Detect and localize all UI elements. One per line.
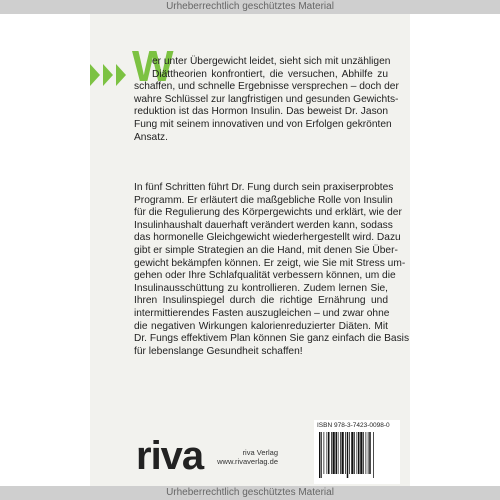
text-line: schaffen, und schnelle Ergebnisse versprechen – doch der [134,81,399,93]
blurb-paragraph-1 [134,56,399,144]
text-line: Fung mit seinem innovativen und von Erfolgen gekrönten [134,118,392,130]
text-line: Dr. Fungs effektivem Plan können Sie ganz einfach die Basis [134,333,410,345]
publisher-info [208,448,278,466]
barcode-bar [368,432,369,474]
publisher-url: www.rivaverlag.de [217,457,278,466]
chevron-arrows-decoration [90,64,126,88]
isbn-barcode-box [314,420,400,484]
barcode-bar [327,432,328,474]
text-line: Diättheorien konfrontiert, die versuchen, Abhilfe zu [152,68,388,80]
blurb-paragraph-2 [134,182,410,358]
text-line: gehen oder Ihre Schlafqualität verbessern können, um die [134,270,396,282]
text-line: Programm. Er erläutert die maßgebliche Rolle von Insulin [134,194,393,206]
barcode-bar [331,432,332,474]
publisher-logo: riva [136,434,204,478]
chevron-right-icon [90,64,100,86]
drop-cap-letter: W [132,42,174,91]
barcode-bar [340,432,341,474]
barcode-bar [319,432,321,478]
text-line: intermittierendes Fasten auszugleichen – und zwar ohne [134,307,390,319]
text-line: für lebenslange Gesundheit schaffen! [134,345,303,357]
publisher-name: riva Verlag [242,448,278,457]
text-line: Ansatz. [134,131,168,143]
text-line: In fünf Schritten führt Dr. Fung durch sein praxiserprobtes [134,182,394,193]
text-line: Ihren Insulinspiegel durch die richtige Ernährung und [134,295,388,307]
text-line: Insulinhaushalt dauerhaft verändert werden kann, sodass [134,219,393,231]
text-line: für die Regulierung des Körpergewichts und erklärt, wie der [134,207,402,219]
chevron-right-icon [103,64,113,86]
text-line: gewicht bekämpfen können. Er zeigt, wie Sie mit Stress um- [134,257,406,269]
text-line: das hormonelle Gleichgewicht wiederhergestellt wird. Dazu [134,232,401,244]
text-line: Insulinausschüttung zu kontrollieren. Zudem lernen Sie, [134,282,388,294]
barcode-icon [317,432,397,480]
barcode-bar [342,432,344,474]
chevron-right-icon [116,64,126,86]
book-back-cover [90,14,410,486]
barcode-bar [360,432,362,474]
text-line: wahre Schlüssel zur langfristigen und gesunden Gewichts- [134,93,399,105]
text-line: reduktion ist das Hormon Insulin. Das beweist Dr. Jason [134,106,388,118]
copyright-watermark-bottom: Urheberrechtlich geschütztes Material [0,486,500,500]
barcode-bar [373,432,374,478]
barcode-bar [354,432,355,474]
text-line: er unter Übergewicht leidet, sieht sich mit unzähligen [152,56,391,67]
barcode-bar [333,432,335,474]
barcode-bar [321,432,322,478]
barcode-bar [336,432,338,474]
barcode-bar [351,432,353,474]
copyright-watermark-top: Urheberrechtlich geschütztes Material [0,0,500,14]
barcode-bar [338,432,339,474]
text-line: die negativen Wirkungen kalorienreduzierter Diäten. Mit [134,320,388,332]
barcode-bar [347,432,349,478]
barcode-bar [324,432,325,474]
barcode-bar [349,432,350,474]
barcode-bar [357,432,358,474]
barcode-bar [345,432,346,474]
isbn-label: ISBN 978-3-7423-0098-0 [317,422,390,429]
barcode-bar [366,432,367,474]
barcode-bar [369,432,371,474]
barcode-bar [363,432,364,474]
text-line: gibt er simple Strategien an die Hand, mit denen Sie Über- [134,244,398,256]
barcode-bar [328,432,330,474]
barcode-bar [358,432,360,474]
